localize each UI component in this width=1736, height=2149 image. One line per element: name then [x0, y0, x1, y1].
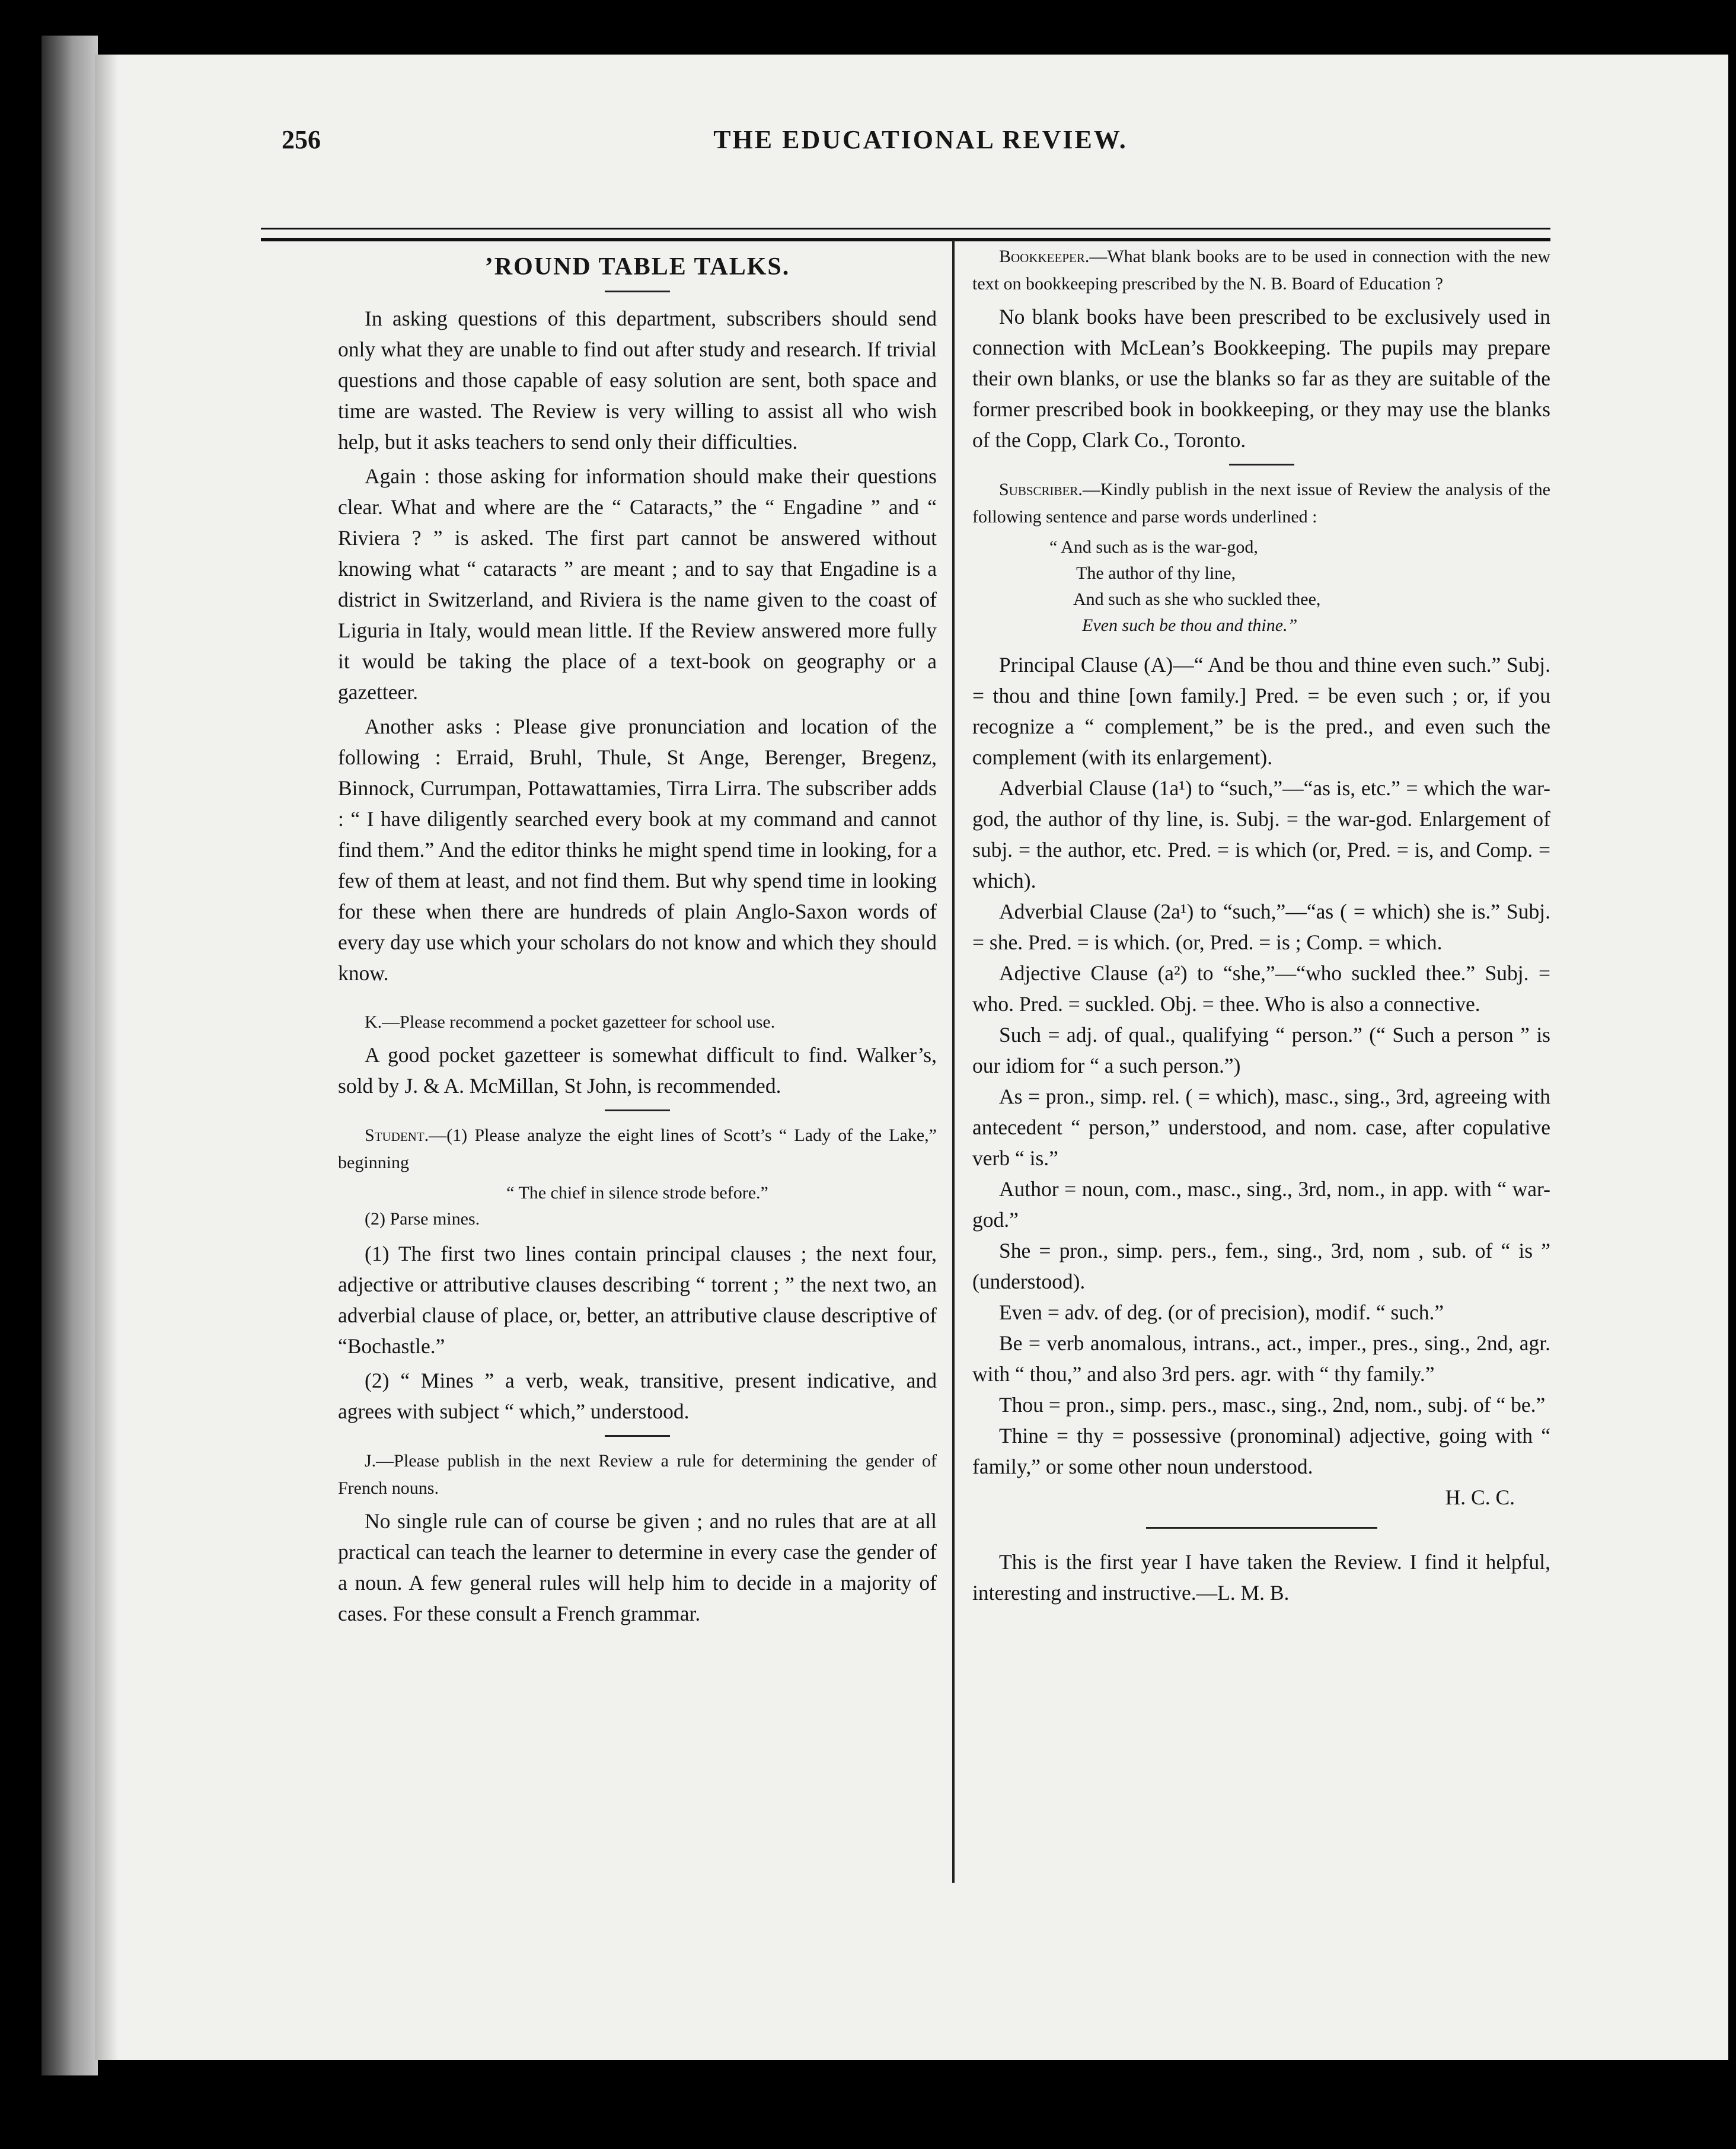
parse-such: Such = adj. of qual., qualifying “ person.” (“ Such a person ” is our idiom for “ a such person.”): [972, 1023, 1550, 1077]
page-edge-shadow: [95, 55, 119, 2060]
analysis-adverbial-clause-1: Adverbial Clause (1a¹) to “such,”—“as is, etc.” = which the war-god, the author of thy line, is. Subj. = the war-god. Enlargement of subj. = the author, etc. Pred. = is which (or, Pred. = is, and Comp. = which).: [972, 776, 1550, 892]
verse-line: Even such be thou and thine.”: [1082, 616, 1298, 635]
right-column: [972, 243, 1550, 1608]
question-label-subscriber: Subscriber.: [999, 480, 1083, 499]
signature: H. C. C.: [1445, 1485, 1515, 1509]
running-title: THE EDUCATIONAL REVIEW.: [713, 125, 1128, 154]
parse-be: Be = verb anomalous, intrans., act., imper., pres., sing., 2nd, agr. with “ thou,” and also 3rd pers. agr. with “ thy family.”: [972, 1331, 1550, 1386]
verse-line: The author of thy line,: [1076, 563, 1236, 583]
question-label-bookkeeper: Bookkeeper.: [999, 247, 1090, 266]
answer-k: A good pocket gazetteer is somewhat difficult to find. Walker’s, sold by J. & A. McMillan, St John, is recommended.: [338, 1043, 937, 1098]
title-rule: [605, 291, 670, 292]
analysis-principal-clause: Principal Clause (A)—“ And be thou and thine even such.” Subj. = thou and thine [own family.] Pred. = be even such ; or, if you recognize a “ complement,” be is the pred., and even such the complement (with its enlargement).: [972, 653, 1550, 769]
parse-thou: Thou = pron., simp. pers., masc., sing., 2nd, nom., subj. of “ be.”: [999, 1393, 1546, 1417]
question-label-student: Student.: [365, 1125, 429, 1145]
paragraph-again: Again : those asking for information should make their questions clear. What and where are the “ Cataracts,” the “ Engadine ” and “ Riviera ? ” is asked. The first part cannot be answered without knowing what “ cataracts ” are meant ; and to say that Engadine is a district in Switzerland, and Riviera is the name given to the coast of Liguria in Italy, would mean little. If the Review answered more fully it would be taking the place of a text-book on geography or a gazetteer.: [338, 464, 937, 704]
separator-rule: [605, 1109, 670, 1111]
question-subscriber: —Kindly publish in the next issue of Review the analysis of the following sentence and parse words underlined :: [972, 480, 1550, 527]
header-rule: [261, 228, 1550, 241]
book-spine: [42, 36, 98, 2075]
left-column: [338, 243, 937, 1629]
page-header: [282, 125, 1559, 160]
separator-rule: [1146, 1527, 1377, 1529]
verse-line: And such as she who suckled thee,: [1073, 589, 1321, 609]
question-student: —(1) Please analyze the eight lines of Scott’s “ Lady of the Lake,” beginning: [338, 1125, 937, 1172]
verse-line: “ And such as is the war-god,: [1049, 537, 1258, 557]
analysis-adjective-clause: Adjective Clause (a²) to “she,”—“who suckled thee.” Subj. = who. Pred. = suckled. Obj. = thee. Who is also a connective.: [972, 961, 1550, 1016]
section-title: ’ROUND TABLE TALKS.: [484, 253, 790, 280]
answer-student-2: (2) “ Mines ” a verb, weak, transitive, present indicative, and agrees with subject “ which,” understood.: [338, 1369, 937, 1423]
separator-rule: [605, 1435, 670, 1437]
student-quote: “ The chief in silence strode before.”: [506, 1183, 768, 1203]
verse-quote: [972, 534, 1550, 639]
paragraph-another-asks: Another asks : Please give pronunciation and location of the following : Erraid, Bruhl, Thule, St Ange, Berenger, Bregenz, Binnock, Currumpan, Pottawattamies, Tirra Lirra. The subscriber adds : “ I have diligently searched every book at my command and cannot find them.” And the editor thinks he might spend time in looking, for a few of them at least, and not find them. But why spend time in looking for these when there are hundreds of plain Anglo-Saxon words of every day use which your scholars do not know and which they should know.: [338, 715, 937, 985]
closing-note: This is the first year I have taken the Review. I find it helpful, interesting and instructive.—L. M. B.: [972, 1550, 1550, 1605]
answer-j: No single rule can of course be given ; and no rules that are at all practical can teach the learner to determine in every case the gender of a noun. A few general rules will help him to decide in a majority of cases. For these consult a French grammar.: [338, 1509, 937, 1625]
question-j: J.—Please publish in the next Review a rule for determining the gender of French nouns.: [338, 1451, 937, 1498]
analysis-adverbial-clause-2: Adverbial Clause (2a¹) to “such,”—“as ( = which) she is.” Subj. = she. Pred. = is which. (or, Pred. = is ; Comp. = which.: [972, 900, 1550, 954]
paragraph-intro: In asking questions of this department, subscribers should send only what they are unable to find out after study and research. If trivial questions and those capable of easy solution are sent, both space and time are wasted. The Review is very willing to assist all who wish help, but it asks teachers to send only their difficulties.: [338, 307, 937, 454]
parse-she: She = pron., simp. pers., fem., sing., 3rd, nom , sub. of “ is ” (understood).: [972, 1239, 1550, 1293]
question-bookkeeper: —What blank books are to be used in connection with the new text on bookkeeping prescribed by the N. B. Board of Education ?: [972, 247, 1550, 294]
answer-student-1: (1) The first two lines contain principal clauses ; the next four, adjective or attributive clauses describing “ torrent ; ” the next two, an adverbial clause of place, or, better, an attributive clause descriptive of “Bochastle.”: [338, 1242, 937, 1358]
separator-rule: [1229, 464, 1294, 465]
question-student-2: (2) Parse mines.: [365, 1209, 480, 1229]
parse-author: Author = noun, com., masc., sing., 3rd, nom., in app. with “ war-god.”: [972, 1177, 1550, 1232]
answer-bookkeeper: No blank books have been prescribed to be exclusively used in connection with McLean’s Bookkeeping. The pupils may prepare their own blanks, or use the blanks so far as they are suitable of the former prescribed book in bookkeeping, or they may use the blanks of the Copp, Clark Co., Toronto.: [972, 305, 1550, 452]
question-k: K.—Please recommend a pocket gazetteer for school use.: [365, 1012, 776, 1032]
page-number: 256: [282, 125, 321, 154]
parse-as: As = pron., simp. rel. ( = which), masc., sing., 3rd, agreeing with antecedent “ person,” understood, and nom. case, after copulative verb “ is.”: [972, 1085, 1550, 1170]
parse-even: Even = adv. of deg. (or of precision), modif. “ such.”: [999, 1300, 1444, 1324]
parse-thine: Thine = thy = possessive (pronominal) adjective, going with “ family,” or some other noun understood.: [972, 1424, 1550, 1478]
column-divider: [952, 240, 955, 1883]
